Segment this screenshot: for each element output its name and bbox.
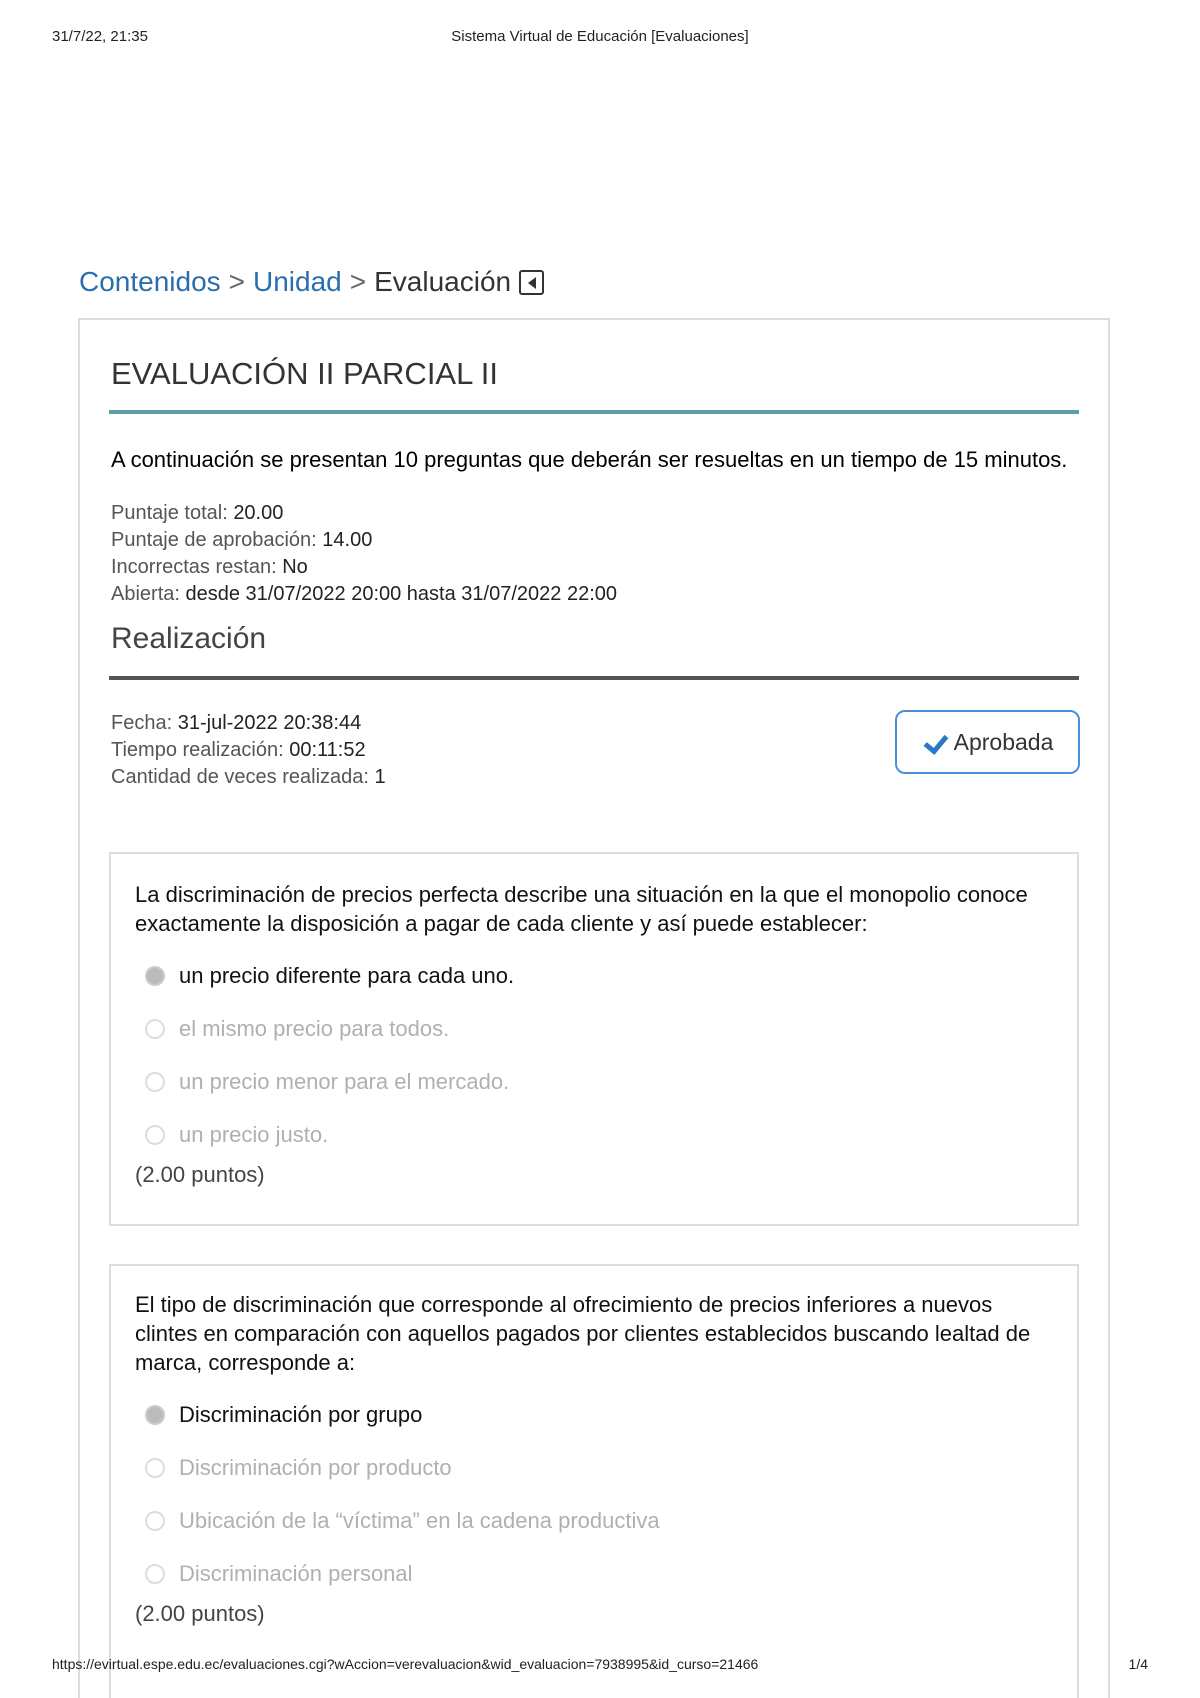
radio-empty-icon[interactable] xyxy=(145,1511,165,1531)
caret-left-box-icon[interactable] xyxy=(519,270,544,295)
answer-option[interactable] xyxy=(145,1122,328,1148)
question-card xyxy=(109,1264,1079,1698)
answer-option[interactable] xyxy=(145,1402,422,1428)
breadcrumb-current: Evaluación xyxy=(374,266,512,297)
radio-empty-icon[interactable] xyxy=(145,1019,165,1039)
breadcrumb-separator: > xyxy=(228,266,246,297)
evaluation-panel xyxy=(78,318,1110,1698)
radio-selected-icon[interactable] xyxy=(145,966,165,986)
breadcrumb-contenidos[interactable]: Contenidos xyxy=(79,266,221,297)
answer-option[interactable] xyxy=(145,1069,509,1095)
breadcrumb-separator: > xyxy=(349,266,367,297)
answer-option-label: Discriminación personal xyxy=(179,1561,413,1586)
attempt-duration-value: 00:11:52 xyxy=(289,739,366,761)
print-date: 31/7/22, 21:35 xyxy=(52,28,148,45)
status-label: Aprobada xyxy=(953,728,1054,755)
answer-option-label: un precio menor para el mercado. xyxy=(179,1069,510,1094)
open-window-label: Abierta: xyxy=(111,583,180,605)
print-footer xyxy=(52,1656,1148,1676)
print-header xyxy=(52,28,1148,48)
print-page-title: Sistema Virtual de Educación [Evaluaciones] xyxy=(451,28,749,45)
answer-option-label: el mismo precio para todos. xyxy=(179,1016,450,1041)
answer-option[interactable] xyxy=(145,963,514,989)
title-divider xyxy=(109,410,1079,414)
attempt-date xyxy=(111,712,361,735)
incorrect-penalty-label: Incorrectas restan: xyxy=(111,556,277,578)
answer-option-label: un precio justo. xyxy=(179,1122,329,1147)
answer-option-label: Ubicación de la “víctima” en la cadena productiva xyxy=(179,1508,660,1533)
attempt-count xyxy=(111,766,386,789)
radio-empty-icon[interactable] xyxy=(145,1125,165,1145)
section-title-realizacion: Realización xyxy=(111,622,267,655)
radio-empty-icon[interactable] xyxy=(145,1564,165,1584)
radio-empty-icon[interactable] xyxy=(145,1072,165,1092)
answer-option[interactable] xyxy=(145,1016,449,1042)
incorrect-penalty xyxy=(111,556,308,579)
question-points: (2.00 puntos) xyxy=(135,1162,265,1187)
open-window xyxy=(111,583,617,606)
pass-score-label: Puntaje de aprobación: xyxy=(111,529,317,551)
status-approved-button[interactable] xyxy=(895,710,1080,774)
total-score-label: Puntaje total: xyxy=(111,502,228,524)
answer-option-label: Discriminación por producto xyxy=(179,1455,452,1480)
answer-option[interactable] xyxy=(145,1455,452,1481)
check-icon xyxy=(922,732,948,752)
radio-selected-icon[interactable] xyxy=(145,1405,165,1425)
answer-option[interactable] xyxy=(145,1561,413,1587)
breadcrumb xyxy=(79,266,544,298)
pass-score xyxy=(111,529,372,552)
print-page-number: 1/4 xyxy=(1128,1656,1148,1672)
attempt-duration-label: Tiempo realización: xyxy=(111,739,284,761)
total-score-value: 20.00 xyxy=(233,502,284,524)
question-text: La discriminación de precios perfecta describe una situación en la que el monopolio conoce exactamente la disposición a pagar de cada cliente y así puede establecer: xyxy=(135,882,1028,936)
question-card xyxy=(109,852,1079,1226)
attempt-count-value: 1 xyxy=(374,766,386,788)
total-score xyxy=(111,502,283,525)
attempt-date-value: 31-jul-2022 20:38:44 xyxy=(177,712,362,734)
attempt-count-label: Cantidad de veces realizada: xyxy=(111,766,369,788)
evaluation-intro: A continuación se presentan 10 preguntas que deberán ser resueltas en un tiempo de 15 minutos. xyxy=(111,447,1068,472)
page-title: EVALUACIÓN II PARCIAL II xyxy=(111,356,499,391)
section-divider xyxy=(109,676,1079,680)
question-text: El tipo de discriminación que corresponde al ofrecimiento de precios inferiores a nuevos clintes en comparación con aquellos pagados por clientes establecidos buscando lealtad de marca, corresponde a: xyxy=(135,1292,1031,1375)
print-url: https://evirtual.espe.edu.ec/evaluaciones.cgi?wAccion=verevaluacion&wid_evaluacion=7938995&id_curso=21466 xyxy=(52,1656,759,1672)
breadcrumb-unidad[interactable]: Unidad xyxy=(253,266,342,297)
answer-option-label: Discriminación por grupo xyxy=(179,1402,423,1427)
question-points: (2.00 puntos) xyxy=(135,1601,265,1626)
attempt-date-label: Fecha: xyxy=(111,712,173,734)
incorrect-penalty-value: No xyxy=(282,556,308,578)
radio-empty-icon[interactable] xyxy=(145,1458,165,1478)
pass-score-value: 14.00 xyxy=(322,529,373,551)
open-window-value: desde 31/07/2022 20:00 hasta 31/07/2022 22:00 xyxy=(185,583,617,605)
answer-option[interactable] xyxy=(145,1508,660,1534)
attempt-duration xyxy=(111,739,366,762)
answer-option-label: un precio diferente para cada uno. xyxy=(179,963,515,988)
